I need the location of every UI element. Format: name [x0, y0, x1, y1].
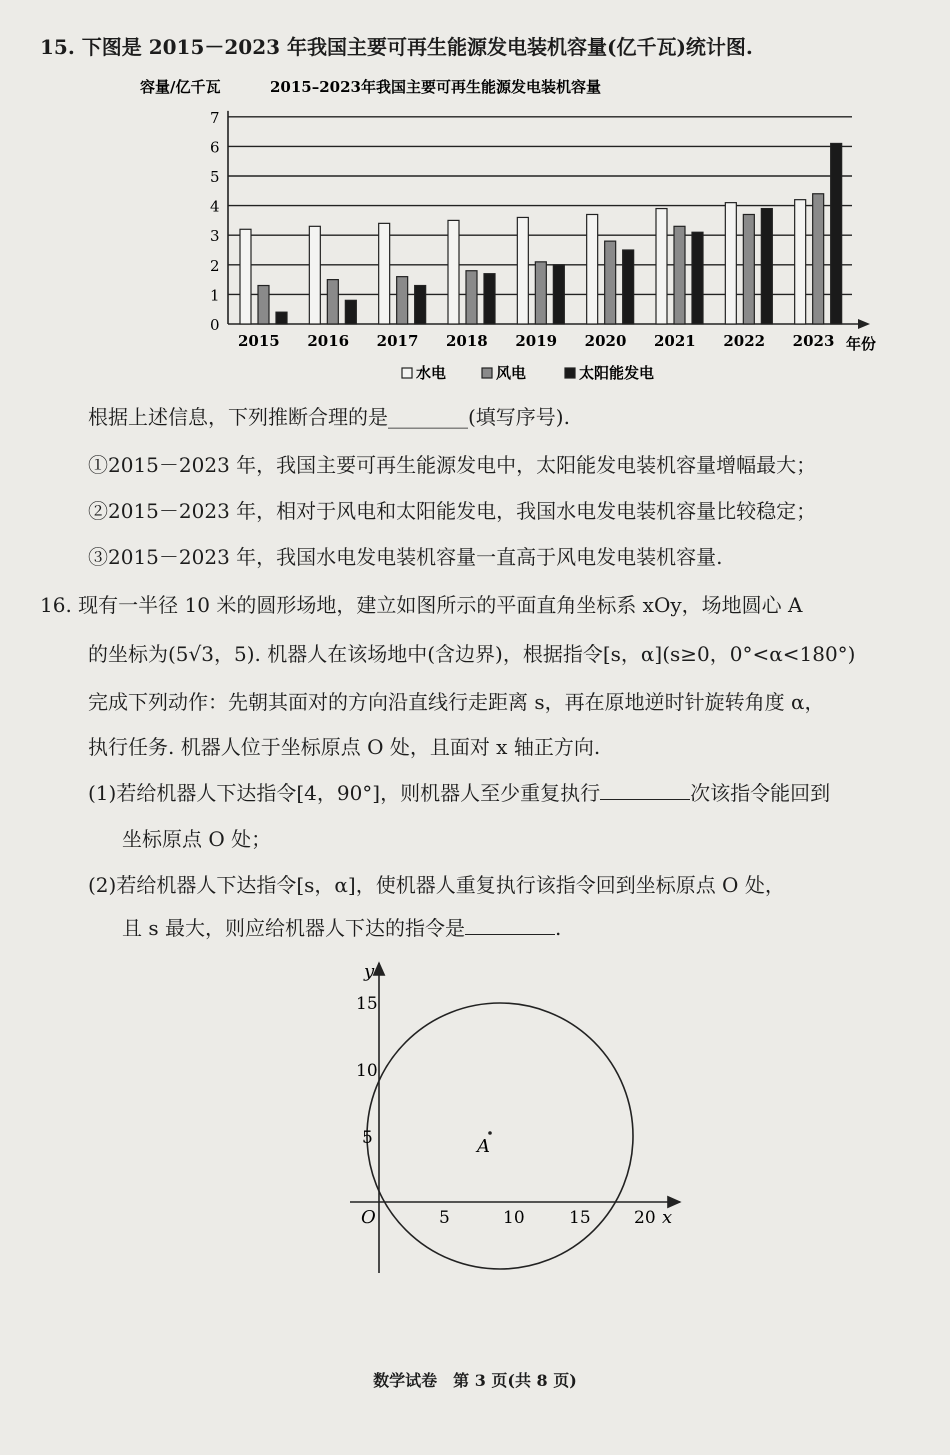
x-axis-title: 年份	[846, 335, 877, 353]
x-tick-label: 2020	[584, 332, 627, 350]
bar-2017-2	[415, 286, 426, 324]
q15-question: 根据上述信息，下列推断合理的是________(填写序号).	[88, 405, 570, 429]
legend-label: 太阳能发电	[579, 364, 655, 382]
y-tick-label: 4	[210, 197, 220, 216]
coordinate-figure	[0, 955, 950, 1285]
q16-part-2	[122, 915, 561, 941]
x-tick-label: 2017	[376, 332, 419, 350]
y-tick-5: 5	[362, 1128, 373, 1148]
q16-line-2: 的坐标为(5√3，5). 机器人在该场地中(含边界)，根据指令[s，α](s≥0，0°<α<180°)	[88, 642, 856, 666]
bar-2017-0	[379, 223, 390, 324]
y-tick-label: 0	[210, 316, 220, 334]
bar-2020-2	[623, 250, 634, 324]
bar-2015-0	[240, 229, 251, 324]
x-tick-20: 20	[634, 1208, 656, 1228]
y-axis-title: 容量/亿千瓦	[140, 78, 221, 96]
bar-2016-2	[345, 300, 356, 324]
q16-line-7: (2)若给机器人下达指令[s，α]，使机器人重复执行该指令回到坐标原点 O 处，	[88, 873, 785, 897]
q16-line-1: 16. 现有一半径 10 米的圆形场地，建立如图所示的平面直角坐标系 xOy，场地圆心 A	[40, 593, 803, 617]
bar-2019-2	[553, 265, 564, 324]
legend-swatch-2	[565, 368, 575, 378]
bar-2022-0	[725, 203, 736, 324]
y-tick-label: 7	[210, 108, 220, 127]
q16-part-1-text-a: (1)若给机器人下达指令[4，90°]，则机器人至少重复执行	[88, 781, 601, 805]
x-tick-label: 2023	[792, 332, 835, 350]
bar-2016-0	[309, 226, 320, 324]
q15-option-1: ①2015－2023 年，我国主要可再生能源发电中，太阳能发电装机容量增幅最大；	[88, 453, 817, 477]
x-tick-label: 2019	[515, 332, 558, 350]
q15-option-2: ②2015－2023 年，相对于风电和太阳能发电，我国水电发电装机容量比较稳定；	[88, 499, 817, 523]
bar-2020-1	[605, 241, 616, 324]
x-tick-label: 2016	[307, 332, 350, 350]
bar-2015-2	[276, 312, 287, 324]
page-footer: 数学试卷 第 3 页(共 8 页)	[373, 1371, 577, 1390]
q16-part-2-text-b: .	[554, 916, 562, 940]
q16-part-2-text-a: 且 s 最大，则应给机器人下达的指令是	[122, 916, 465, 940]
x-tick-5: 5	[439, 1208, 450, 1228]
x-tick-label: 2022	[723, 332, 766, 350]
legend-swatch-0	[402, 368, 412, 378]
answer-blank-1	[600, 781, 690, 800]
center-label: A	[477, 1136, 490, 1157]
legend-label: 风电	[496, 364, 527, 382]
q15-option-3: ③2015－2023 年，我国水电发电装机容量一直高于风电发电装机容量.	[88, 545, 723, 569]
legend-label: 水电	[416, 364, 447, 382]
bar-2016-1	[327, 280, 338, 324]
y-tick-15: 15	[356, 994, 378, 1014]
bar-2023-1	[813, 194, 824, 324]
bar-2022-1	[743, 214, 754, 324]
q16-part-1	[88, 780, 830, 806]
x-axis-arrow	[858, 319, 870, 329]
x-tick-15: 15	[569, 1208, 591, 1228]
bar-2021-2	[692, 232, 703, 324]
bar-2021-0	[656, 209, 667, 324]
y-tick-label: 6	[210, 138, 220, 157]
bar-2020-0	[587, 214, 598, 324]
bar-2023-2	[831, 143, 842, 324]
bar-2018-2	[484, 274, 495, 324]
q16-line-6: 坐标原点 O 处；	[122, 827, 272, 851]
chart-title: 2015–2023年我国主要可再生能源发电装机容量	[270, 78, 601, 96]
center-point	[488, 1131, 492, 1135]
origin-label: O	[361, 1207, 376, 1228]
y-tick-10: 10	[356, 1061, 378, 1081]
y-tick-label: 1	[210, 286, 220, 305]
bar-chart	[0, 70, 950, 390]
x-tick-label: 2018	[446, 332, 488, 350]
y-tick-label: 5	[210, 168, 220, 186]
field-circle	[367, 1003, 633, 1269]
x-tick-label: 2015	[238, 332, 280, 350]
legend-swatch-1	[482, 368, 492, 378]
bar-2018-1	[466, 271, 477, 324]
q16-part-1-text-b: 次该指令能回到	[690, 781, 831, 805]
q15-intro: 15. 下图是 2015－2023 年我国主要可再生能源发电装机容量(亿千瓦)统计图.	[40, 35, 753, 59]
bar-2018-0	[448, 220, 459, 324]
bar-2022-2	[761, 209, 772, 324]
bar-2017-1	[397, 277, 408, 324]
q16-line-3: 完成下列动作：先朝其面对的方向沿直线行走距离 s，再在原地逆时针旋转角度 α，	[88, 690, 825, 714]
x-axis-label: x	[662, 1207, 673, 1228]
bar-2019-0	[517, 217, 528, 324]
bar-2019-1	[535, 262, 546, 324]
bar-2021-1	[674, 226, 685, 324]
bar-2015-1	[258, 286, 269, 324]
answer-blank-2	[465, 916, 555, 935]
y-tick-label: 2	[210, 256, 220, 275]
q16-line-4: 执行任务. 机器人位于坐标原点 O 处，且面对 x 轴正方向.	[88, 735, 601, 759]
y-tick-label: 3	[210, 227, 220, 246]
x-tick-10: 10	[503, 1208, 525, 1228]
y-axis-label: y	[364, 961, 375, 982]
x-tick-label: 2021	[654, 332, 696, 350]
bar-2023-0	[795, 200, 806, 324]
